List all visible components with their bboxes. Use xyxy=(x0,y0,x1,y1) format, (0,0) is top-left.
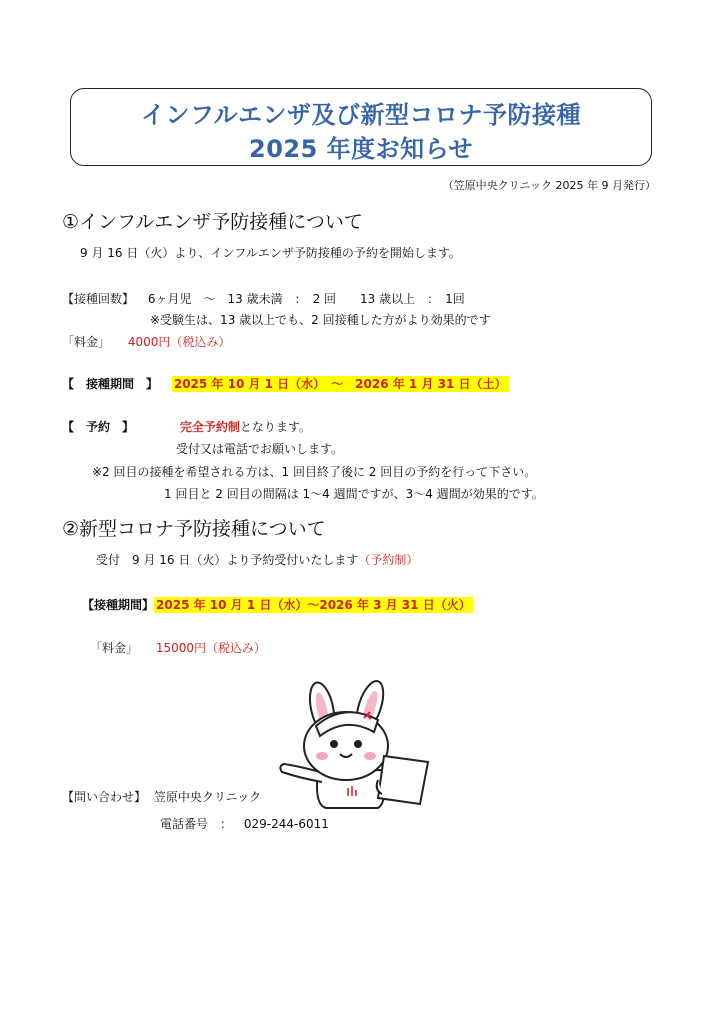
count-text: 6ヶ月児 ～ 13 歳未満 ： 2 回 13 歳以上 ： 1回 xyxy=(147,292,465,306)
reserve-rest: となります。 xyxy=(239,420,311,434)
section1-intro: 9 月 16 日（火）より、インフルエンザ予防接種の予約を開始します。 xyxy=(80,246,461,260)
fee-label: 「料金」 xyxy=(62,335,111,349)
section2-period-row xyxy=(82,596,473,613)
reserve-red: 完全予約制 xyxy=(179,420,240,434)
period-value: 2025 年 10 月 1 日（水） ～ 2026 年 1 月 31 日（土） xyxy=(173,377,507,391)
phone-row xyxy=(160,815,329,832)
reserve-line2: 受付又は電話でお願いします。 xyxy=(176,442,344,456)
section2-intro-red: （予約制） xyxy=(358,553,419,567)
phone-label: 電話番号 ： xyxy=(160,817,233,831)
period-label: 【 接種期間 】 xyxy=(62,377,159,391)
title-line-2: 2025 年度お知らせ xyxy=(249,135,473,163)
section2-heading: ②新型コロナ予防接種について xyxy=(62,518,326,540)
section2-fee-label: 「料金」 xyxy=(90,641,139,655)
fee-value: 4000円（税込み） xyxy=(127,335,231,349)
title-box xyxy=(70,88,652,166)
contact-row xyxy=(62,788,261,805)
section1-note2: 1 回目と 2 回目の間隔は 1～4 週間ですが、3～4 週間が効果的です。 xyxy=(164,487,544,501)
section1-note1: ※2 回目の接種を希望される方は、1 回目終了後に 2 回目の予約を行って下さい。 xyxy=(92,465,537,479)
title-line-1: インフルエンザ及び新型コロナ予防接種 xyxy=(140,101,582,129)
section2-fee-value: 15000円（税込み） xyxy=(155,641,267,655)
section1-heading: ①インフルエンザ予防接種について xyxy=(62,211,363,233)
section2-intro-row xyxy=(96,551,418,568)
section2-period-label: 【接種期間】 xyxy=(82,598,155,612)
count-note: ※受験生は、13 歳以上でも、2 回接種した方がより効果的です xyxy=(150,313,491,327)
count-label: 【接種回数】 xyxy=(62,292,135,306)
clinic-name: 笠原中央クリニック xyxy=(153,790,262,804)
section1-period-row xyxy=(62,375,509,392)
section1-fee-row xyxy=(62,333,230,350)
issuer-note: （笠原中央クリニック 2025 年 9 月発行） xyxy=(442,179,656,192)
section1-count-row xyxy=(62,290,465,307)
section1-reserve-row xyxy=(62,418,311,435)
nurse-rabbit-icon xyxy=(278,680,438,810)
section2-period-value: 2025 年 10 月 1 日（水）～2026 年 3 月 31 日（火） xyxy=(156,598,471,612)
contact-label: 【問い合わせ】 xyxy=(62,790,147,804)
reserve-label: 【 予約 】 xyxy=(62,420,135,434)
phone-number: 029-244-6011 xyxy=(243,817,329,831)
section2-fee-row xyxy=(90,639,266,656)
section2-intro: 受付 9 月 16 日（火）より予約受付いたします xyxy=(96,553,359,567)
